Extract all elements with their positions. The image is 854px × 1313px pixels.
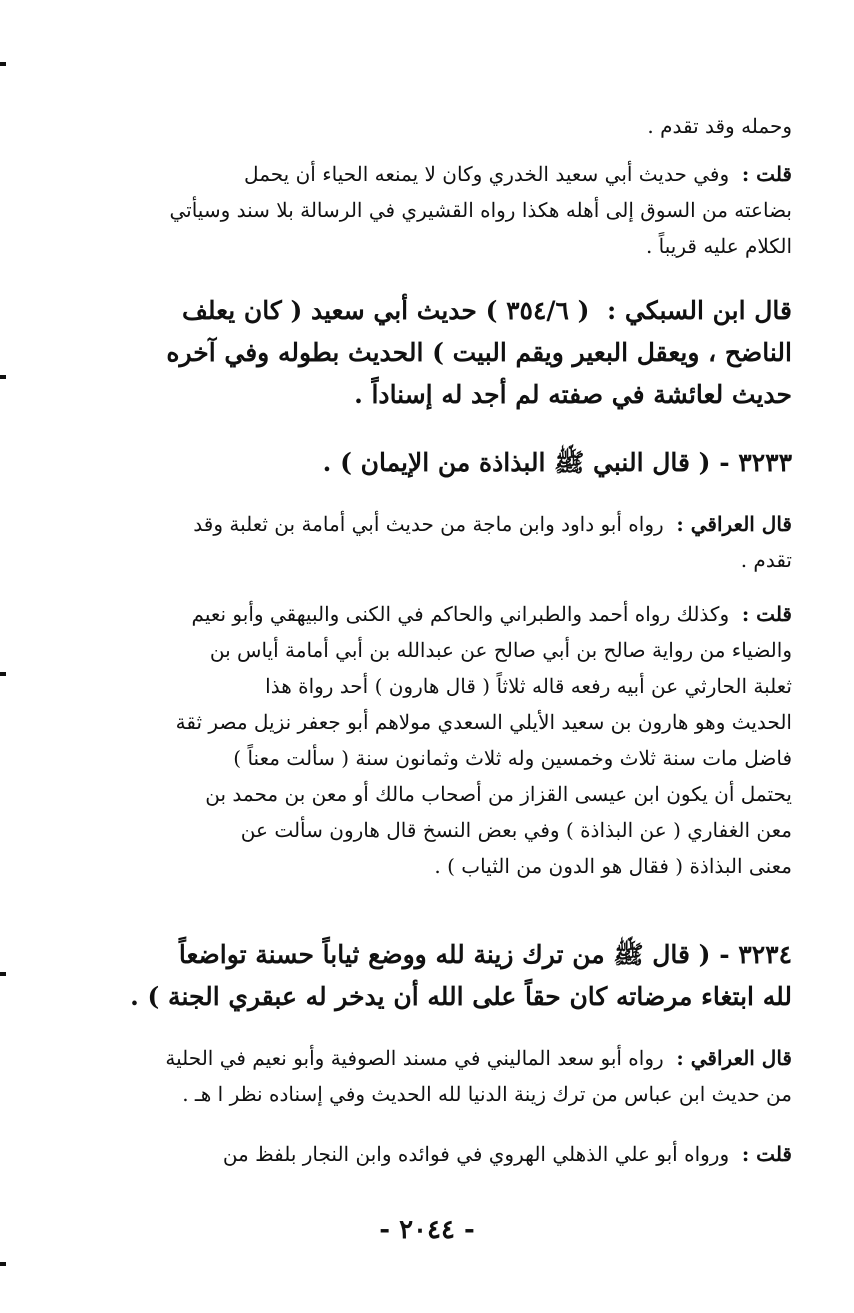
text-line: يحتمل أن يكون ابن عيسى القزاز من أصحاب مالك أو معن بن محمد بن <box>205 782 792 806</box>
text-line: تقدم . <box>740 548 792 572</box>
hadith-heading <box>112 934 792 1018</box>
text-line: حديث لعائشة في صفته لم أجد له إسناداً . <box>354 380 792 409</box>
text-line: بضاعته من السوق إلى أهله هكذا رواه القشيري في الرسالة بلا سند وسيأتي <box>169 198 792 222</box>
text-line: والضياء من رواية صالح بن أبي صالح عن عبدالله بن أبي أمامة أياس بن <box>209 638 792 662</box>
text-line: ثعلبة الحارثي عن أبيه رفعه قاله ثلاثاً ( قال هارون ) أحد رواة هذا <box>265 674 792 698</box>
text-line <box>112 290 792 332</box>
text-line: وحمله وقد تقدم . <box>647 114 792 138</box>
text-span: وكذلك رواه أحمد والطبراني والحاكم في الكنى والبيهقي وأبو نعيم <box>191 602 730 626</box>
text-line: لله ابتغاء مرضاته كان حقاً على الله أن يدخر له عبقري الجنة ) . <box>130 982 792 1011</box>
paragraph-label: قلت : <box>741 1142 792 1166</box>
paragraph <box>112 156 792 264</box>
text-line: ٣٢٣٣ - ( قال النبي ﷺ البذاذة من الإيمان ) . <box>322 448 792 477</box>
paragraph-label: قال العراقي : <box>676 512 792 536</box>
paragraph <box>112 1040 792 1112</box>
text-line <box>112 1040 792 1076</box>
paragraph-label: قلت : <box>741 162 792 186</box>
paragraph-label: قلت : <box>741 602 792 626</box>
text-line: من حديث ابن عباس من ترك زينة الدنيا لله الحديث وفي إسناده نظر ا هـ . <box>182 1082 792 1106</box>
paragraph-emphasis <box>112 290 792 416</box>
text-span: ( ٣٥٤/٦ ) حديث أبي سعيد ( كان يعلف <box>181 296 590 325</box>
text-span: رواه أبو سعد الماليني في مسند الصوفية وأبو نعيم في الحلية <box>165 1046 664 1070</box>
paragraph <box>112 108 792 144</box>
margin-mark <box>0 972 6 976</box>
margin-mark <box>0 1262 6 1266</box>
text-line <box>112 1136 792 1172</box>
text-line: الحديث وهو هارون بن سعيد الأيلي السعدي مولاهم أبو جعفر نزيل مصر ثقة <box>175 710 792 734</box>
paragraph <box>112 1136 792 1172</box>
paragraph <box>112 506 792 578</box>
text-line <box>112 156 792 192</box>
margin-mark <box>0 672 6 676</box>
text-span: ورواه أبو علي الذهلي الهروي في فوائده وابن النجار بلفظ من <box>222 1142 730 1166</box>
margin-mark <box>0 375 6 379</box>
text-line: فاضل مات سنة ثلاث وخمسين وله ثلاث وثمانون سنة ( سألت معناً ) <box>233 746 792 770</box>
paragraph-label: قال العراقي : <box>676 1046 792 1070</box>
text-line <box>112 506 792 542</box>
text-span: وفي حديث أبي سعيد الخدري وكان لا يمنعه الحياء أن يحمل <box>244 162 730 186</box>
text-span: رواه أبو داود وابن ماجة من حديث أبي أمامة بن ثعلبة وقد <box>193 512 664 536</box>
text-line: الناضح ، ويعقل البعير ويقم البيت ) الحديث بطوله وفي آخره <box>166 338 792 367</box>
text-line: الكلام عليه قريباً . <box>645 234 792 258</box>
page-number: - ٢٠٤٤ - <box>379 1215 475 1245</box>
paragraph <box>112 596 792 884</box>
text-line: معن الغفاري ( عن البذاذة ) وفي بعض النسخ قال هارون سألت عن <box>240 818 792 842</box>
margin-mark <box>0 62 6 66</box>
text-line <box>112 596 792 632</box>
text-line: ٣٢٣٤ - ( قال ﷺ من ترك زينة لله ووضع ثياباً حسنة تواضعاً <box>178 940 792 969</box>
text-line: معنى البذاذة ( فقال هو الدون من الثياب ) . <box>434 854 792 878</box>
hadith-heading <box>112 442 792 484</box>
paragraph-label: قال ابن السبكي : <box>606 296 792 325</box>
